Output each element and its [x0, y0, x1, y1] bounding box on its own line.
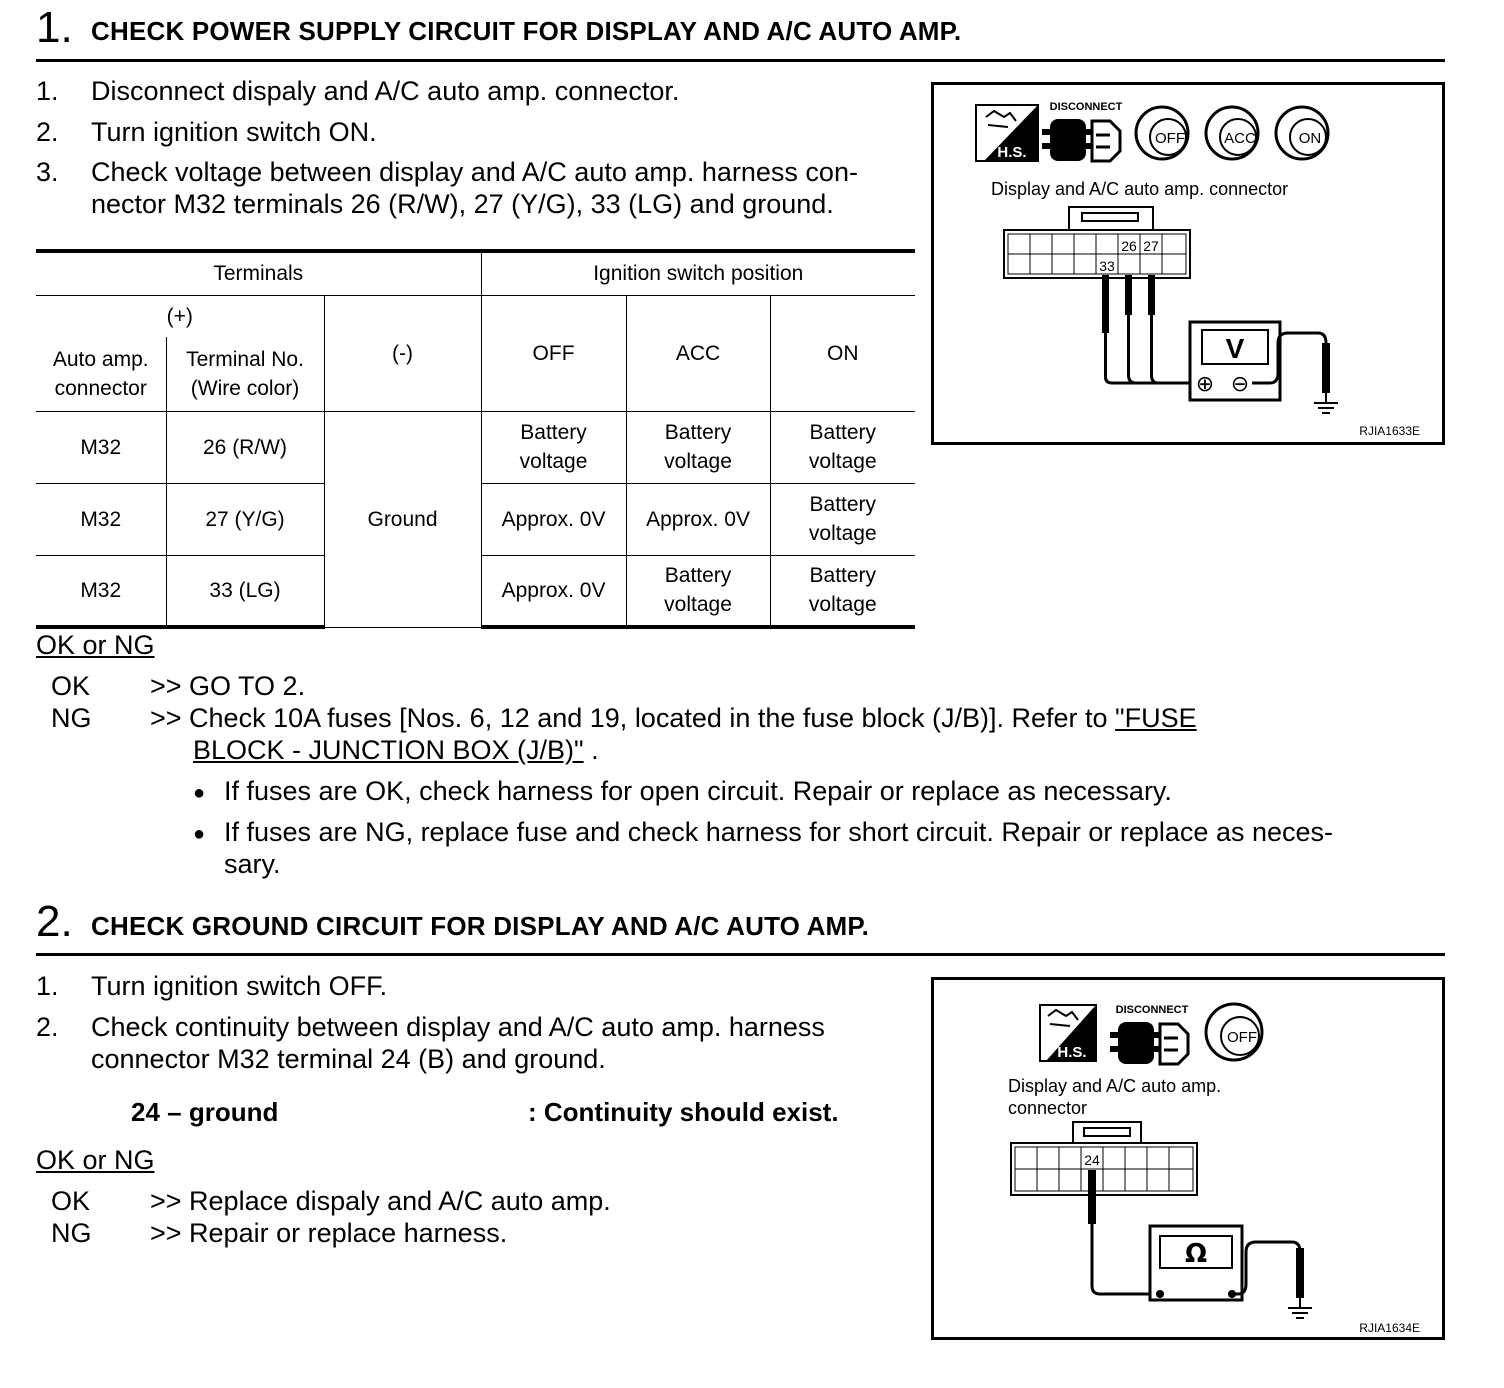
- figure-voltage-check: [931, 82, 1445, 445]
- row2-on-l1: Battery: [809, 493, 877, 516]
- th-terminal-no-line1: Terminal No.: [186, 347, 304, 371]
- step2-rule: [36, 953, 1445, 956]
- bullet-1-icon: ●: [193, 782, 206, 804]
- step1-instr-1-text: Disconnect dispaly and A/C auto amp. connector.: [91, 76, 680, 106]
- step1-ng-text2: .: [583, 735, 599, 765]
- disconnect-icon: [1110, 1004, 1189, 1064]
- fig1-code: RJIA1633E: [1359, 424, 1420, 438]
- row3-off: Approx. 0V: [481, 555, 626, 627]
- spec-value: : Continuity should exist.: [528, 1097, 839, 1127]
- row1-on-l1: Battery: [809, 421, 877, 444]
- th-terminal-no-line2: (Wire color): [190, 376, 300, 400]
- step2-number: 2.: [36, 897, 73, 946]
- th-terminal-no: [166, 337, 324, 411]
- row3-on-l2: voltage: [808, 593, 877, 617]
- fig1-caption: Display and A/C auto amp. connector: [991, 179, 1289, 199]
- row1-off: [481, 411, 626, 483]
- step2-ok-text: >> Replace dispaly and A/C auto amp.: [150, 1186, 611, 1216]
- ohmmeter-icon: [1150, 1226, 1242, 1300]
- fig2-meter-ohm: Ω: [1184, 1239, 1208, 1269]
- row3-on: [770, 555, 915, 627]
- fig2-caption-line1: Display and A/C auto amp.: [1008, 1076, 1222, 1096]
- hs-harness-icon: [976, 105, 1038, 161]
- table-row: [36, 411, 915, 483]
- fig1-hs-label: H.S.: [997, 144, 1027, 161]
- step2-ok-label: OK: [51, 1186, 91, 1216]
- row3-on-l1: Battery: [809, 564, 877, 588]
- th-connector: [36, 337, 166, 411]
- row2-off: Approx. 0V: [481, 483, 626, 555]
- row2-on: [770, 483, 915, 555]
- row1-acc-l2: voltage: [664, 450, 732, 473]
- fig1-key-on: ON: [1298, 130, 1322, 147]
- spec-condition: 24 – ground: [131, 1097, 279, 1127]
- row3-acc: [626, 555, 770, 627]
- step1-instr-3-num: 3.: [36, 157, 59, 187]
- row1-terminal: 26 (R/W): [166, 411, 324, 483]
- fig2-key-off: OFF: [1227, 1029, 1257, 1046]
- step2-ok-or-ng: OK or NG: [36, 1145, 155, 1175]
- bullet-2-text-b: sary.: [224, 849, 281, 879]
- step2-instr-2-num: 2.: [36, 1012, 59, 1042]
- row1-off-l2: voltage: [519, 450, 588, 473]
- fig1-disconnect-label: DISCONNECT: [1049, 101, 1123, 113]
- fig2-code: RJIA1634E: [1359, 1321, 1420, 1335]
- disconnect-icon: [1042, 101, 1123, 161]
- fig1-key-off: OFF: [1155, 130, 1185, 147]
- fig1-meter-v: V: [1225, 333, 1245, 364]
- step2-ng-text: >> Repair or replace harness.: [150, 1218, 508, 1248]
- row3-terminal: 33 (LG): [166, 555, 324, 627]
- connector-diagram: [1004, 207, 1190, 278]
- fuse-block-link-part1[interactable]: "FUSE: [1115, 703, 1197, 733]
- step1-ok-or-ng: OK or NG: [36, 630, 155, 660]
- bullet-1-text: If fuses are OK, check harness for open circuit. Repair or replace as necessary.: [224, 776, 1172, 806]
- row2-acc: Approx. 0V: [626, 483, 770, 555]
- fig2-disconnect-label: DISCONNECT: [1115, 1004, 1189, 1016]
- step1-instr-3-text-b: nector M32 terminals 26 (R/W), 27 (Y/G), 33 (LG) and ground.: [91, 189, 834, 219]
- step1-ok-label: OK: [51, 671, 91, 701]
- key-acc-icon: [1206, 107, 1258, 159]
- step2-ng-label: NG: [51, 1218, 92, 1248]
- step2-instr-1-num: 1.: [36, 971, 59, 1001]
- row1-off-l1: Battery: [520, 421, 587, 444]
- step2-instr-2-text-a: Check continuity between display and A/C auto amp. harness: [91, 1012, 825, 1042]
- row2-terminal: 27 (Y/G): [166, 483, 324, 555]
- th-ignition: Ignition switch position: [481, 251, 915, 295]
- ground-cell: Ground: [324, 411, 481, 627]
- key-off-icon: [1136, 107, 1188, 159]
- fig2-caption-line2: connector: [1008, 1098, 1088, 1118]
- fuse-block-link-part2[interactable]: BLOCK - JUNCTION BOX (J/B)": [193, 735, 584, 765]
- hs-harness-icon: [1040, 1005, 1096, 1061]
- row1-acc-l1: Battery: [664, 421, 732, 444]
- voltmeter-icon: [1190, 322, 1280, 400]
- ground-symbol-icon: [1288, 1308, 1312, 1318]
- th-off: OFF: [481, 295, 626, 411]
- th-acc: ACC: [626, 295, 770, 411]
- row3-acc-l2: voltage: [664, 593, 732, 617]
- th-connector-line1: Auto amp.: [52, 347, 149, 371]
- row1-on: [770, 411, 915, 483]
- step1-instr-2-num: 2.: [36, 117, 59, 147]
- step1-rule: [36, 59, 1445, 62]
- row3-acc-l1: Battery: [664, 564, 732, 588]
- row1-acc: [626, 411, 770, 483]
- step1-instr-2-text: Turn ignition switch ON.: [91, 117, 377, 147]
- bullet-2-text-a: If fuses are NG, replace fuse and check harness for short circuit. Repair or replace as neces-: [224, 817, 1334, 847]
- th-terminals: Terminals: [36, 251, 481, 295]
- step1-instr-3-text-a: Check voltage between display and A/C auto amp. harness con-: [91, 157, 858, 187]
- fig1-pin-26: 26: [1121, 238, 1137, 254]
- fig1-key-acc: ACC: [1224, 130, 1256, 147]
- figure-voltage-svg: [934, 85, 1442, 442]
- ground-symbol-icon: [1314, 403, 1338, 413]
- fig1-pin-27: 27: [1143, 238, 1159, 254]
- fig1-minus: ⊖: [1230, 372, 1250, 397]
- key-on-icon: [1276, 107, 1328, 159]
- figure-continuity-check: [931, 977, 1445, 1340]
- row1-on-l2: voltage: [808, 450, 877, 473]
- step1-number: 1.: [36, 3, 73, 52]
- th-on: ON: [770, 295, 915, 411]
- fig1-pin-33: 33: [1099, 258, 1115, 274]
- connector-diagram: [1011, 1122, 1197, 1195]
- step1-ng-text1: >> Check 10A fuses [Nos. 6, 12 and 19, located in the fuse block (J/B)]. Refer to: [150, 703, 1116, 733]
- row3-connector: M32: [36, 555, 166, 627]
- step1-ng-line2: [193, 734, 599, 766]
- th-minus: (-): [324, 295, 481, 411]
- fig2-hs-label: H.S.: [1057, 1044, 1087, 1061]
- row2-connector: M32: [36, 483, 166, 555]
- voltage-spec-table: [36, 249, 915, 629]
- step2-instr-1-text: Turn ignition switch OFF.: [91, 971, 388, 1001]
- bullet-2-icon: ●: [193, 823, 206, 845]
- step1-ok-text: >> GO TO 2.: [150, 671, 306, 701]
- step2-title: CHECK GROUND CIRCUIT FOR DISPLAY AND A/C AUTO AMP.: [91, 911, 870, 941]
- step2-instr-2-text-b: connector M32 terminal 24 (B) and ground.: [91, 1044, 606, 1074]
- fig1-plus: ⊕: [1195, 372, 1215, 397]
- key-off-icon: [1206, 1004, 1262, 1060]
- probe-leads: [1102, 275, 1196, 383]
- step1-instr-1-num: 1.: [36, 76, 59, 106]
- figure-continuity-svg: [934, 980, 1442, 1337]
- row1-connector: M32: [36, 411, 166, 483]
- row2-on-l2: voltage: [808, 522, 877, 545]
- th-connector-line2: connector: [54, 376, 147, 400]
- step1-ng-label: NG: [51, 703, 92, 733]
- step1-ng-line1: [150, 702, 1197, 734]
- fig2-pin-24: 24: [1084, 1152, 1100, 1168]
- th-plus: (+): [36, 295, 324, 337]
- step1-title: CHECK POWER SUPPLY CIRCUIT FOR DISPLAY AND A/C AUTO AMP.: [91, 16, 962, 46]
